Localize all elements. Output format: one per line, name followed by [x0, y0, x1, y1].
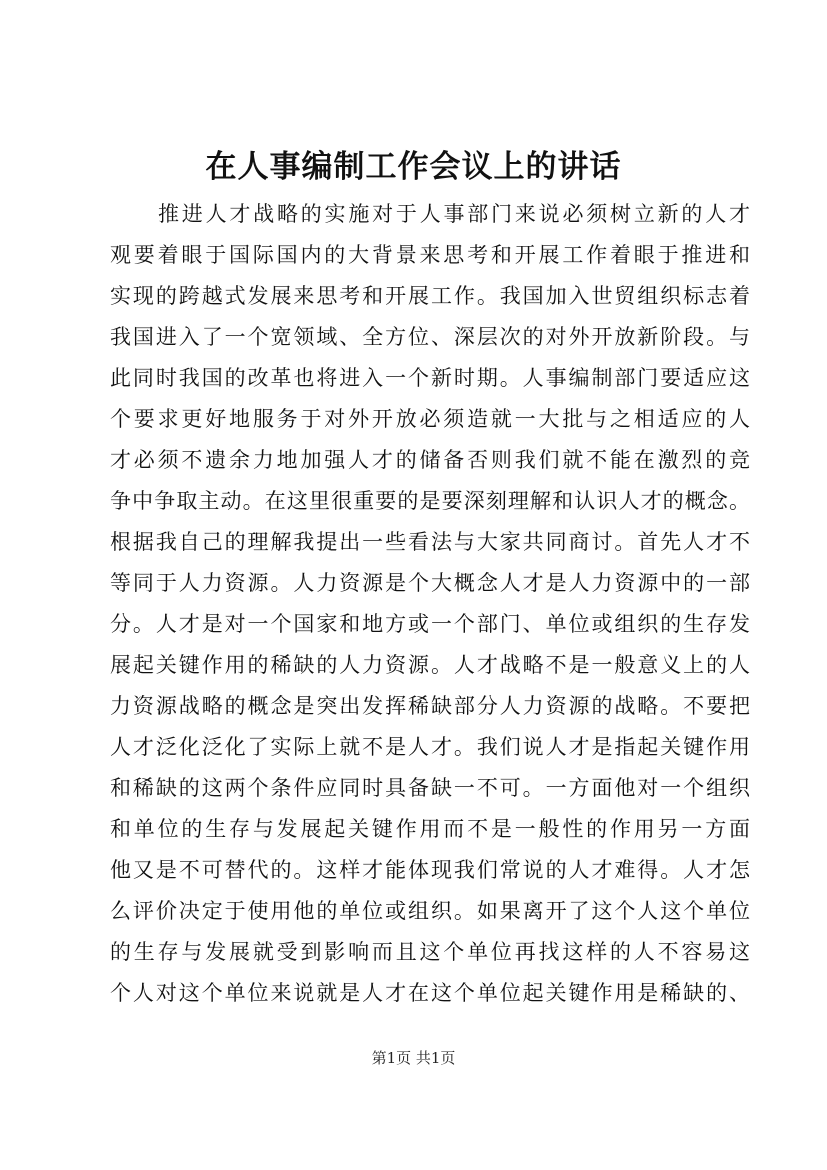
- paragraph-line: 分。人才是对一个国家和地方或一个部门、单位或组织的生存发: [110, 612, 750, 636]
- page-footer: 第1页 共1页: [371, 1049, 456, 1067]
- paragraph-line: 争中争取主动。在这里很重要的是要深刻理解和认识人才的概念。: [110, 489, 750, 513]
- paragraph-line: 的生存与发展就受到影响而且这个单位再找这样的人不容易这: [110, 940, 750, 964]
- paragraph-line: 力资源战略的概念是突出发挥稀缺部分人力资源的战略。不要把: [110, 694, 750, 718]
- paragraph-line: 展起关键作用的稀缺的人力资源。人才战略不是一般意义上的人: [110, 653, 750, 677]
- paragraph-line: 和单位的生存与发展起关键作用而不是一般性的作用另一方面: [110, 817, 750, 841]
- paragraph-line: 我国进入了一个宽领域、全方位、深层次的对外开放新阶段。与: [110, 325, 750, 349]
- paragraph-line: 此同时我国的改革也将进入一个新时期。人事编制部门要适应这: [110, 366, 750, 390]
- paragraph-line: 个人对这个单位来说就是人才在这个单位起关键作用是稀缺的、: [110, 981, 750, 1005]
- paragraph-line: 推进人才战略的实施对于人事部门来说必须树立新的人才: [158, 202, 750, 226]
- page-title: 在人事编制工作会议上的讲话: [205, 149, 622, 185]
- paragraph-line: 实现的跨越式发展来思考和开展工作。我国加入世贸组织标志着: [110, 284, 750, 308]
- paragraph-line: 根据我自己的理解我提出一些看法与大家共同商讨。首先人才不: [110, 530, 750, 554]
- paragraph-line: 人才泛化泛化了实际上就不是人才。我们说人才是指起关键作用: [110, 735, 750, 759]
- paragraph-line: 才必须不遗余力地加强人才的储备否则我们就不能在激烈的竞: [110, 448, 750, 472]
- paragraph-line: 么评价决定于使用他的单位或组织。如果离开了这个人这个单位: [110, 899, 750, 923]
- paragraph-line: 和稀缺的这两个条件应同时具备缺一不可。一方面他对一个组织: [110, 776, 750, 800]
- speech-body: [110, 194, 750, 1014]
- paragraph-line: 个要求更好地服务于对外开放必须造就一大批与之相适应的人: [110, 407, 750, 431]
- paragraph-line: 观要着眼于国际国内的大背景来思考和开展工作着眼于推进和: [110, 243, 750, 267]
- paragraph-line: 等同于人力资源。人力资源是个大概念人才是人力资源中的一部: [110, 571, 750, 595]
- paragraph-line: 他又是不可替代的。这样才能体现我们常说的人才难得。人才怎: [110, 858, 750, 882]
